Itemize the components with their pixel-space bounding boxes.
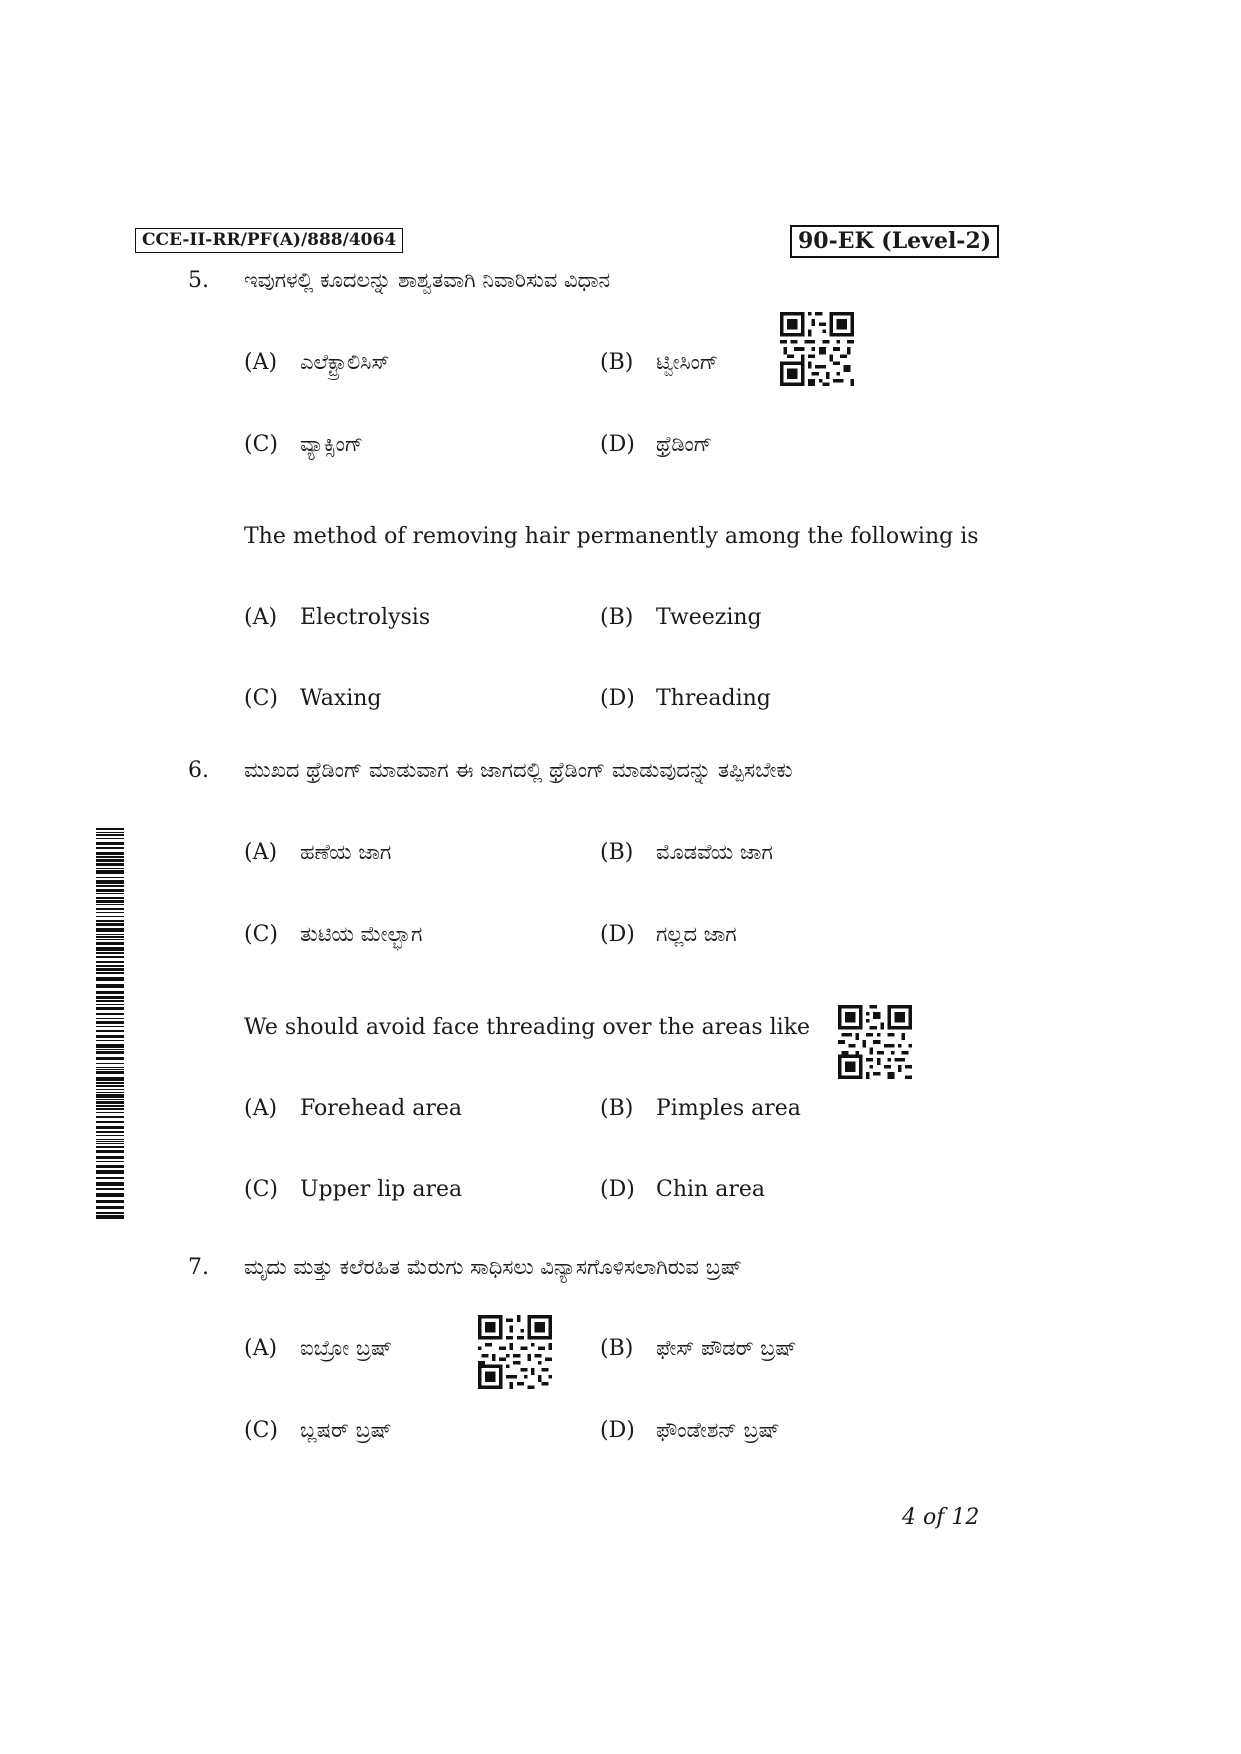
option-label: (B): [600, 605, 634, 630]
option-text: ಐಬ್ರೋ ಬ್ರಷ್: [300, 1336, 393, 1360]
question-number: 5.: [188, 268, 209, 293]
option-a-kannada: [244, 1336, 392, 1361]
option-label: (A): [244, 1096, 278, 1121]
option-b-kannada: [600, 350, 718, 375]
option-label: (D): [600, 686, 635, 711]
option-text: ಥ್ರೆಡಿಂಗ್: [656, 432, 713, 456]
option-c-kannada: [244, 1418, 392, 1443]
option-text: ಫೇಸ್ ಪೌಡರ್ ಬ್ರಷ್: [656, 1336, 797, 1360]
option-label: (C): [244, 1418, 278, 1443]
option-text: ಟ್ವೀಸಿಂಗ್: [656, 350, 719, 374]
option-text: Upper lip area: [300, 1177, 463, 1202]
option-label: (D): [600, 1418, 635, 1443]
option-a-english: [244, 605, 430, 630]
option-text: Chin area: [656, 1177, 765, 1202]
option-b-kannada: [600, 840, 773, 865]
qr-code-icon: [478, 1315, 552, 1389]
page-number: 4 of 12: [902, 1505, 980, 1530]
option-label: (A): [244, 840, 278, 865]
option-label: (A): [244, 1336, 278, 1361]
option-b-kannada: [600, 1336, 796, 1361]
option-text: ತುಟಿಯ ಮೇಲ್ಭಾಗ: [300, 922, 423, 946]
option-text: Forehead area: [300, 1096, 462, 1121]
qr-code-icon: [780, 312, 854, 386]
option-c-kannada: [244, 432, 363, 457]
option-c-kannada: [244, 922, 422, 947]
question-stem-kannada: ಮೃದು ಮತ್ತು ಕಲೆರಹಿತ ಮೆರುಗು ಸಾಧಿಸಲು ವಿನ್ಯಾಸಗೊಳಿಸಲಾಗಿರುವ ಬ್ರಷ್: [244, 1255, 742, 1279]
option-text: Electrolysis: [300, 605, 431, 630]
question-stem-kannada: ಮುಖದ ಥ್ರೆಡಿಂಗ್ ಮಾಡುವಾಗ ಈ ಜಾಗದಲ್ಲಿ ಥ್ರೆಡಿಂಗ್ ಮಾಡುವುದನ್ನು ತಪ್ಪಿಸಬೇಕು: [244, 758, 793, 782]
option-label: (C): [244, 686, 278, 711]
option-label: (D): [600, 1177, 635, 1202]
option-text: ಗಲ್ಲದ ಜಾಗ: [656, 922, 737, 946]
option-a-kannada: [244, 840, 391, 865]
option-label: (D): [600, 432, 635, 457]
option-b-english: [600, 1096, 801, 1121]
paper-code: CCE-II-RR/PF(A)/888/4064: [135, 228, 403, 253]
option-a-kannada: [244, 350, 389, 375]
option-label: (B): [600, 840, 634, 865]
option-c-english: [244, 1177, 462, 1202]
question-number: 7.: [188, 1255, 209, 1280]
option-text: ಫೌಂಡೇಶನ್ ಬ್ರಷ್: [656, 1418, 780, 1442]
option-text: ಎಲೆಕ್ಟ್ರಾಲಿಸಿಸ್: [300, 350, 390, 374]
option-label: (A): [244, 350, 278, 375]
qr-code-icon: [838, 1005, 912, 1079]
option-label: (C): [244, 1177, 278, 1202]
option-a-english: [244, 1096, 462, 1121]
option-b-english: [600, 605, 762, 630]
option-c-english: [244, 686, 382, 711]
option-label: (A): [244, 605, 278, 630]
option-text: Pimples area: [656, 1096, 801, 1121]
option-text: ಬ್ಲಷರ್ ಬ್ರಷ್: [300, 1418, 392, 1442]
option-label: (C): [244, 432, 278, 457]
option-text: Waxing: [300, 686, 382, 711]
option-text: ಮೊಡವೆಯ ಜಾಗ: [656, 840, 773, 864]
option-label: (B): [600, 1096, 634, 1121]
option-d-english: [600, 686, 771, 711]
question-stem-english: We should avoid face threading over the areas like: [244, 1015, 811, 1040]
option-label: (B): [600, 1336, 634, 1361]
option-text: Threading: [656, 686, 771, 711]
option-d-kannada: [600, 922, 737, 947]
option-text: Tweezing: [656, 605, 762, 630]
option-d-kannada: [600, 1418, 780, 1443]
question-stem-english: The method of removing hair permanently among the following is: [244, 524, 979, 549]
option-d-english: [600, 1177, 765, 1202]
option-label: (D): [600, 922, 635, 947]
option-text: ಹಣೆಯ ಜಾಗ: [300, 840, 392, 864]
question-stem-kannada: ಇವುಗಳಲ್ಲಿ ಕೂದಲನ್ನು ಶಾಶ್ವತವಾಗಿ ನಿವಾರಿಸುವ ವಿಧಾನ: [244, 268, 611, 292]
option-label: (C): [244, 922, 278, 947]
level-code: 90-EK (Level-2): [790, 225, 999, 258]
option-d-kannada: [600, 432, 712, 457]
barcode-icon: [96, 828, 124, 1220]
option-label: (B): [600, 350, 634, 375]
question-number: 6.: [188, 758, 209, 783]
option-text: ವ್ಯಾಕ್ಸಿಂಗ್: [300, 432, 364, 456]
